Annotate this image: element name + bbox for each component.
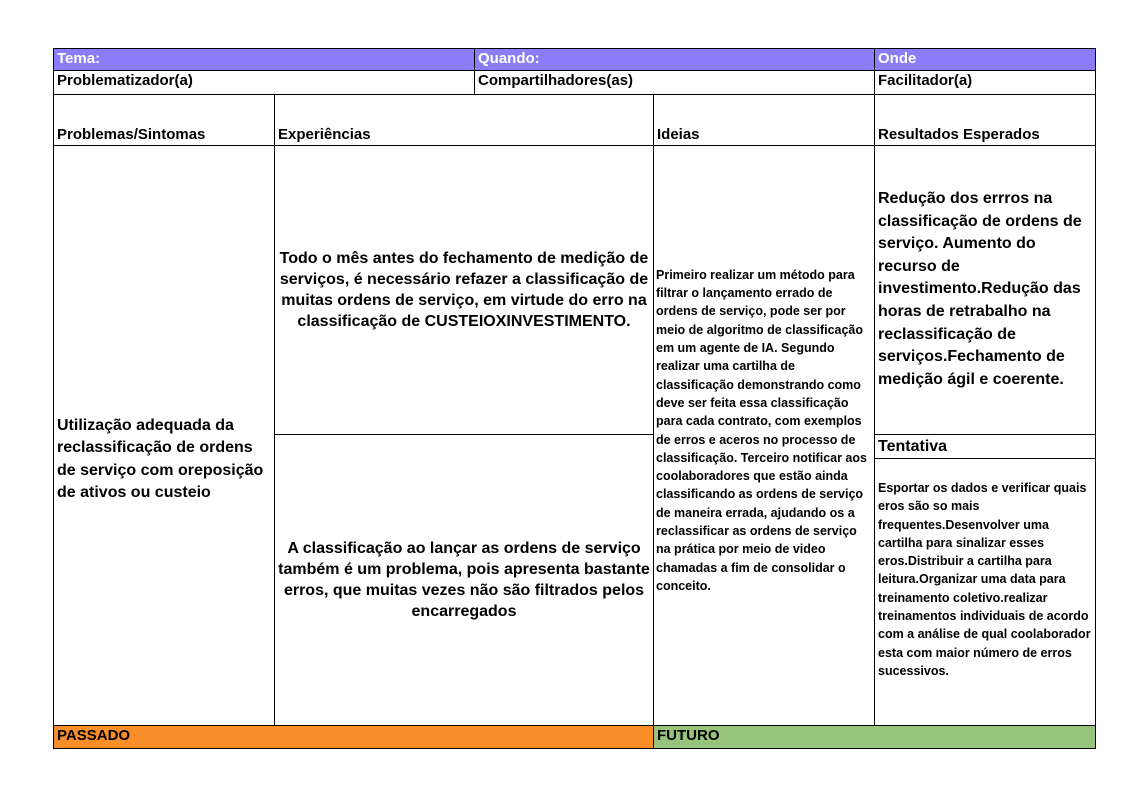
- column-resultados: [874, 94, 1096, 146]
- tentativa-header: [874, 434, 1096, 459]
- role-compartilhadores: [474, 70, 875, 95]
- column-ideias: [653, 94, 875, 146]
- header-tema: [53, 48, 475, 71]
- problema-cell: [53, 145, 275, 726]
- header-onde-label: Onde: [878, 50, 917, 67]
- problema-text: Utilização adequada da reclassificação de ordens de serviço com oreposição de ativos ou custeio: [57, 416, 264, 501]
- experiencia-text-1: Todo o mês antes do fechamento de medição de serviços, é necessário refazer a classificação de muitas ordens de serviço, em virtude do erro na classificação de CUSTEIOXINVESTIMENTO.: [279, 250, 649, 330]
- resultados-cell: [874, 145, 1096, 435]
- tentativa-label: Tentativa: [878, 438, 948, 455]
- footer-passado-label: PASSADO: [57, 727, 131, 744]
- footer-futuro: [653, 725, 1096, 749]
- tentativa-text: Esportar os dados e verificar quais eros são so mais frequentes.Desenvolver uma cartilha para sinalizar esses eros.Distribuir a cartilha para leitura.Organizar uma data para treinamento coletivo.realizar treinamentos individuais de acordo com a análise de qual coolaborador esta com maior número de erros sucessivos.: [878, 481, 1091, 678]
- resultados-text: Redução dos errros na classificação de ordens de serviço. Aumento do recurso de investimento.Redução das horas de retrabalho na reclassificação de serviços.Fechamento de medição ágil e coerente.: [878, 190, 1082, 388]
- column-resultados-label: Resultados Esperados: [878, 126, 1040, 143]
- column-ideias-label: Ideias: [657, 126, 700, 143]
- role-facilitador: [874, 70, 1096, 95]
- role-facilitador-label: Facilitador(a): [878, 72, 973, 89]
- header-quando-label: Quando:: [478, 50, 540, 67]
- experiencia-cell-2: [274, 434, 654, 726]
- role-problematizador-label: Problematizador(a): [57, 72, 193, 89]
- footer-passado: [53, 725, 654, 749]
- header-quando: [474, 48, 875, 71]
- experiencia-cell-1: [274, 145, 654, 435]
- ideias-text: Primeiro realizar um método para filtrar o lançamento errado de ordens de serviço, pode ser por meio de algoritmo de classificação em um agente de IA. Segundo realizar uma cartilha de classificação demonstrando como deve ser feita essa classificação para cada contrato, com exemplos de erros e aceros no processo de classificação. Terceiro notificar aos coolaboradores que estão ainda classificando as ordens de serviço de maneira errada, ajudando os a reclassificar as ordens de serviço na prática por meio de video chamadas a fim de consolidar o conceito.: [656, 267, 867, 593]
- header-tema-label: Tema:: [57, 50, 101, 67]
- column-problemas: [53, 94, 275, 146]
- experiencia-text-2: A classificação ao lançar as ordens de serviço também é um problema, pois apresenta bastante erros, que muitas vezes não são filtrados pelos encarregados: [278, 540, 650, 620]
- column-problemas-label: Problemas/Sintomas: [57, 126, 206, 143]
- footer-futuro-label: FUTURO: [657, 727, 720, 744]
- role-compartilhadores-label: Compartilhadores(as): [478, 72, 634, 89]
- ideias-cell: [653, 145, 875, 726]
- column-experiencias: [274, 94, 654, 146]
- tentativa-cell: [874, 458, 1096, 726]
- header-onde: [874, 48, 1096, 71]
- role-problematizador: [53, 70, 475, 95]
- column-experiencias-label: Experiências: [278, 126, 371, 143]
